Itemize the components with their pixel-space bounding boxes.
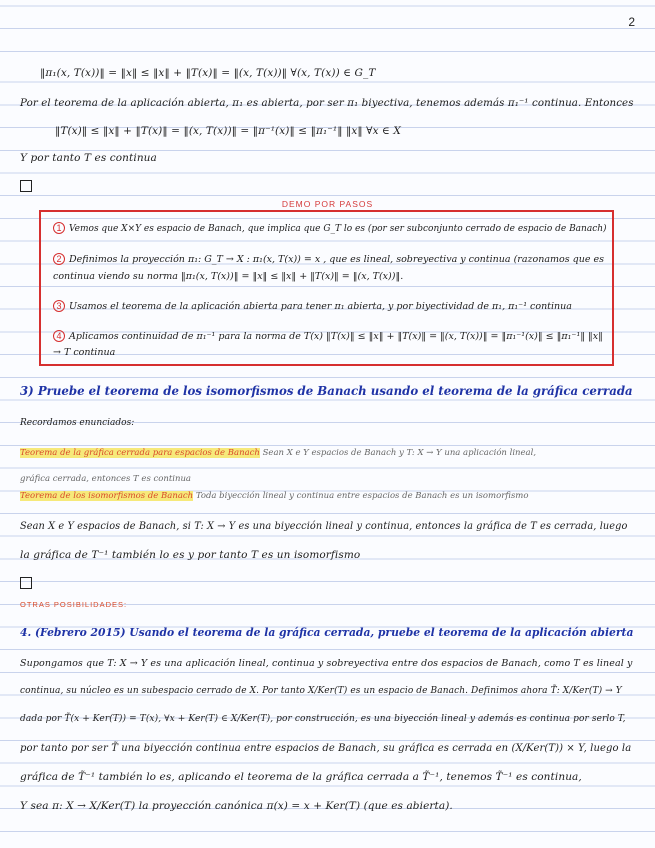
problem-4-line-2: continua, su núcleo es un subespacio cerrado de X. Por tanto X/Ker(T) es un espacio de Banach. Definimos ahora T̃: X/Ker(T) → Y xyxy=(20,686,622,696)
demo-step-2 xyxy=(53,253,604,266)
demo-step-1 xyxy=(53,222,607,236)
demo-step-4-cont: → T continua xyxy=(53,347,116,358)
checkbox-1[interactable] xyxy=(20,180,32,192)
demo-step-4 xyxy=(53,330,603,343)
section-3-heading: 3) Pruebe el teorema de los isomorfismos de Banach usando el teorema de la gráfica cerrada xyxy=(20,384,633,398)
step-number: 4 xyxy=(53,330,65,342)
theorem-1 xyxy=(20,446,536,460)
theorem-1-label: Teorema de la gráfica cerrada para espacios de Banach xyxy=(20,448,260,458)
step-text: Aplicamos continuidad de π₁⁻¹ para la norma de T(x) ‖T(x)‖ ≤ ‖x‖ + ‖T(x)‖ = ‖(x, T(x))‖ = ‖π₁⁻¹(x)‖ ≤ ‖π₁⁻¹‖ ‖x‖ xyxy=(69,331,603,342)
step-text: Usamos el teorema de la aplicación abierta para tener π₁ abierta, y por biyectividad de π₁, π₁⁻¹ continua xyxy=(69,301,572,312)
proof-line-2: la gráfica de T⁻¹ también lo es y por tanto T es un isomorfismo xyxy=(20,549,361,561)
checkbox-2[interactable] xyxy=(20,577,32,589)
conclusion-line: Y por tanto T es continua xyxy=(20,152,157,164)
step-text: Definimos la proyección π₁: G_T → X : π₁(x, T(x)) = x , que es lineal, sobreyectiva y continua (razonamos que es xyxy=(69,254,604,265)
problem-4-line-5: gráfica de T̃⁻¹ también lo es, aplicando el teorema de la gráfica cerrada a T̃⁻¹, tenemos T̃⁻¹ es continua, xyxy=(20,771,582,783)
problem-4-line-1: Supongamos que T: X → Y es una aplicación lineal, continua y sobreyectiva entre dos espacios de Banach, como T es lineal y xyxy=(20,658,633,669)
theorem-2-text: Toda biyección lineal y continua entre espacios de Banach es un isomorfismo xyxy=(195,491,529,501)
recall-label: Recordamos enunciados: xyxy=(20,418,135,428)
demo-title: DEMO POR PASOS xyxy=(281,199,374,209)
theorem-1-text: Sean X e Y espacios de Banach y T: X → Y una aplicación lineal, xyxy=(262,448,537,458)
open-mapping-line: Por el teorema de la aplicación abierta, π₁ es abierta, por ser π₁ biyectiva, tenemos además π₁⁻¹ continua. Entonces xyxy=(20,97,634,109)
proof-line-1: Sean X e Y espacios de Banach, si T: X → Y es una biyección lineal y continua, entonces la gráfica de T es cerrada, luego xyxy=(20,521,628,532)
demo-step-2-cont: continua viendo su norma ‖π₁(x, T(x))‖ = ‖x‖ ≤ ‖x‖ + ‖T(x)‖ = ‖(x, T(x))‖. xyxy=(53,271,404,282)
theorem-1-cont: gráfica cerrada, entonces T es continua xyxy=(20,474,192,484)
problem-4-heading: 4. (Febrero 2015) Usando el teorema de la gráfica cerrada, pruebe el teorema de la aplicación abierta xyxy=(20,626,634,639)
other-possibilities-title: OTRAS POSIBILIDADES: xyxy=(20,600,128,609)
norm-inequality-line: ‖π₁(x, T(x))‖ = ‖x‖ ≤ ‖x‖ + ‖T(x)‖ = ‖(x, T(x))‖ ∀(x, T(x)) ∈ G_T xyxy=(40,67,376,79)
demo-step-3 xyxy=(53,300,572,313)
theorem-2-label: Teorema de los isomorfismos de Banach xyxy=(20,491,194,501)
continuity-bound-line: ‖T(x)‖ ≤ ‖x‖ + ‖T(x)‖ = ‖(x, T(x))‖ = ‖π⁻¹(x)‖ ≤ ‖π₁⁻¹‖ ‖x‖ ∀x ∈ X xyxy=(55,125,401,137)
demo-steps-box xyxy=(39,210,614,366)
step-text: Vemos que X×Y es espacio de Banach, que implica que G_T lo es (por ser subconjunto cerrado de espacio de Banach) xyxy=(69,224,607,234)
page-number: 2 xyxy=(628,15,635,29)
problem-4-line-4: por tanto por ser T̃ una biyección continua entre espacios de Banach, su gráfica es cerrada en (X/Ker(T)) × Y, luego la xyxy=(20,743,632,754)
step-number: 1 xyxy=(53,222,65,234)
step-number: 3 xyxy=(53,300,65,312)
problem-4-line-3: dada por T̃(x + Ker(T)) = T(x), ∀x + Ker(T) ∈ X/Ker(T), por construcción, es una biyección lineal y además es continua por serlo T, xyxy=(20,714,626,724)
problem-4-line-6: Y sea π: X → X/Ker(T) la proyección canónica π(x) = x + Ker(T) (que es abierta). xyxy=(20,800,453,812)
theorem-2 xyxy=(20,489,528,503)
step-number: 2 xyxy=(53,253,65,265)
